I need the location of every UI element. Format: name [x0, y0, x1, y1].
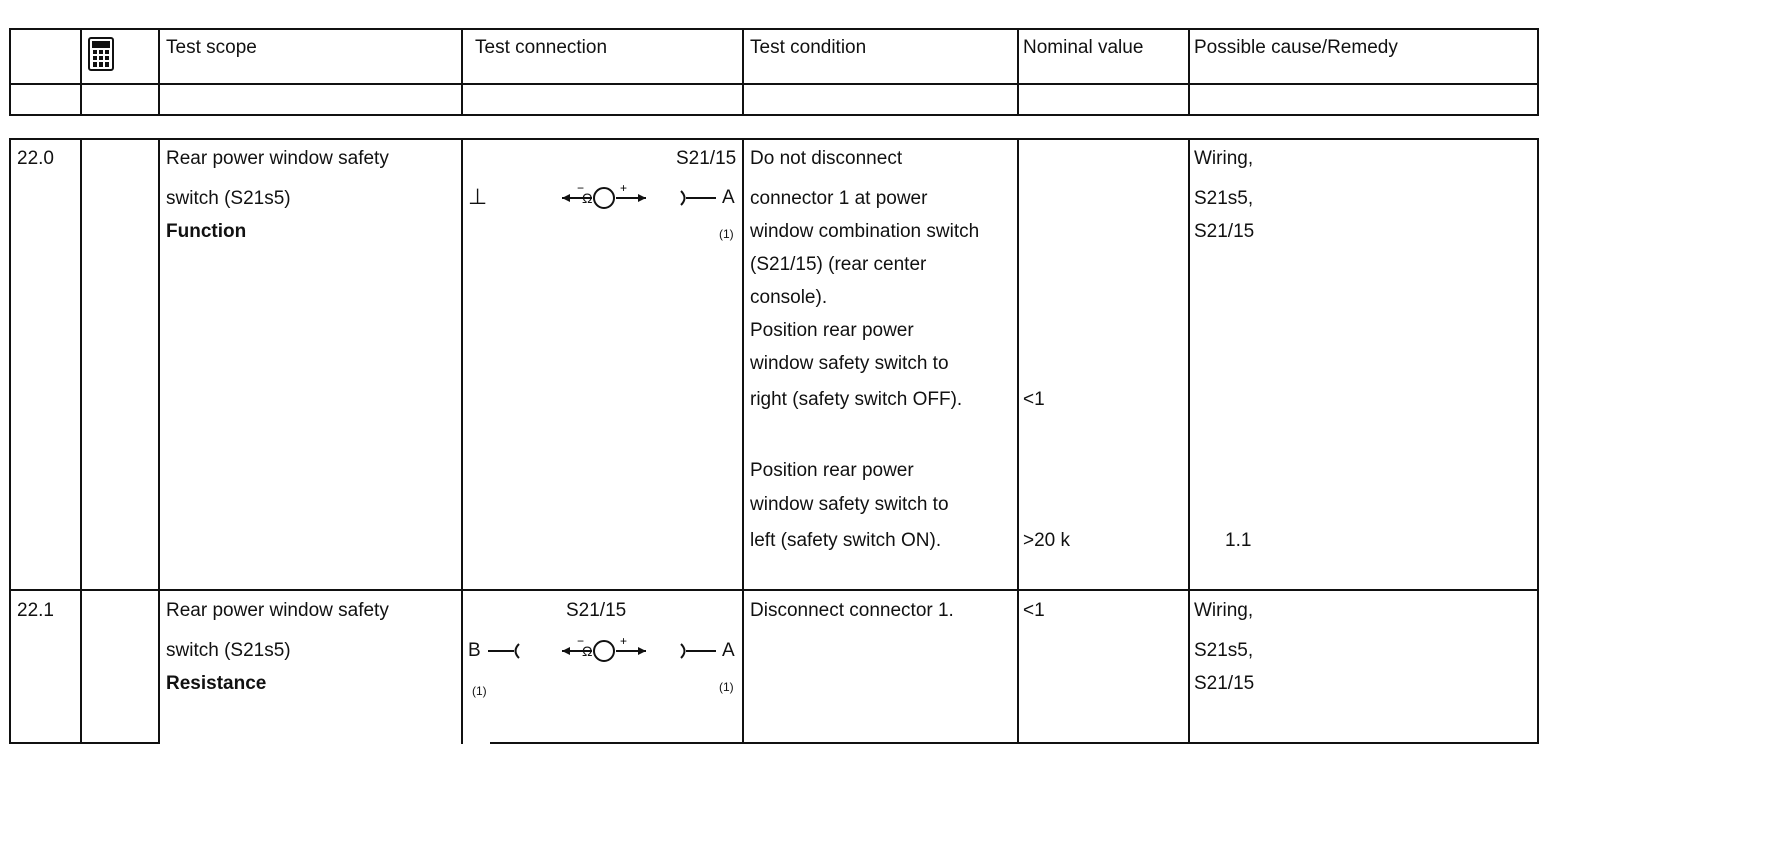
condition-line: Disconnect connector 1. [750, 600, 954, 621]
condition-line: Position rear power [750, 460, 914, 481]
pin-note: (1) [719, 680, 734, 694]
nominal-value: <1 [1023, 389, 1045, 410]
header-nominal-value: Nominal value [1023, 37, 1144, 58]
nominal-value: >20 k [1023, 530, 1071, 551]
svg-text:+: + [620, 636, 628, 648]
remedy-line: S21/15 [1194, 221, 1255, 242]
scope-type: Function [166, 221, 247, 242]
header-col-line [461, 28, 463, 116]
remedy-line: S21s5, [1194, 188, 1254, 209]
header-col-line [1188, 28, 1190, 116]
table-col-line [1188, 138, 1190, 744]
table-top-border [9, 138, 1539, 140]
header-bottom-border [9, 114, 1539, 116]
scope-type: Resistance [166, 673, 267, 694]
connector-symbol [678, 641, 718, 666]
scope-line: Rear power window safety [166, 600, 389, 621]
header-col-line [80, 28, 82, 116]
header-col-line [1017, 28, 1019, 116]
table-col-line [742, 138, 744, 744]
connector-symbol [486, 641, 522, 666]
condition-line: (S21/15) (rear center [750, 254, 927, 275]
table-col-line [1017, 138, 1019, 744]
header-test-scope: Test scope [166, 37, 257, 58]
header-divider [9, 83, 1539, 85]
condition-line: connector 1 at power [750, 188, 928, 209]
meter-symbol: Ω [582, 190, 593, 206]
table-col-line [80, 138, 82, 744]
condition-line: right (safety switch OFF). [750, 389, 963, 410]
pin-note: (1) [719, 227, 734, 241]
header-col-line [742, 28, 744, 116]
remedy-line: S21s5, [1194, 640, 1254, 661]
table-col-line [1537, 138, 1539, 744]
ohmmeter-icon [560, 636, 650, 671]
scope-line: Rear power window safety [166, 148, 389, 169]
left-pin-label: B [468, 640, 481, 661]
table-col-line [461, 138, 463, 744]
nominal-value: <1 [1023, 600, 1045, 621]
left-pin-note: (1) [472, 684, 487, 698]
component-label: S21/15 [566, 600, 627, 621]
header-col-line [158, 28, 160, 116]
condition-line: Do not disconnect [750, 148, 903, 169]
header-test-condition: Test condition [750, 37, 867, 58]
table-col-line [9, 138, 11, 744]
table-col-line [158, 138, 160, 744]
connector-symbol [678, 188, 718, 213]
step-number: 22.0 [17, 148, 54, 169]
header-col-line [1537, 28, 1539, 116]
remedy-reference: 1.1 [1225, 530, 1252, 551]
condition-line: window safety switch to [750, 353, 949, 374]
condition-line: left (safety switch ON). [750, 530, 942, 551]
remedy-line: Wiring, [1194, 148, 1254, 169]
condition-line: window safety switch to [750, 494, 949, 515]
remedy-line: Wiring, [1194, 600, 1254, 621]
ohmmeter-icon [560, 183, 650, 218]
condition-line: console). [750, 287, 828, 308]
scope-line: switch (S21s5) [166, 188, 291, 209]
svg-text:−: − [577, 636, 585, 648]
meter-symbol: Ω [582, 643, 593, 659]
pin-label: A [722, 187, 735, 208]
condition-line: window combination switch [750, 221, 980, 242]
step-number: 22.1 [17, 600, 54, 621]
table-bottom-left-border [9, 742, 159, 744]
header-col-line [9, 28, 11, 116]
scope-line: switch (S21s5) [166, 640, 291, 661]
remedy-line: S21/15 [1194, 673, 1255, 694]
table-bottom-border [490, 742, 1539, 744]
header-test-connection: Test connection [475, 37, 608, 58]
pin-label: A [722, 640, 735, 661]
header-cause-remedy: Possible cause/Remedy [1194, 37, 1398, 58]
diagnostic-tester-icon [88, 37, 114, 76]
condition-line: Position rear power [750, 320, 914, 341]
svg-text:+: + [620, 183, 628, 195]
ground-symbol: ⊥ [468, 184, 488, 209]
header-top-border [9, 28, 1539, 30]
component-label: S21/15 [676, 148, 737, 169]
svg-text:−: − [577, 183, 585, 195]
row-divider [9, 589, 1539, 591]
